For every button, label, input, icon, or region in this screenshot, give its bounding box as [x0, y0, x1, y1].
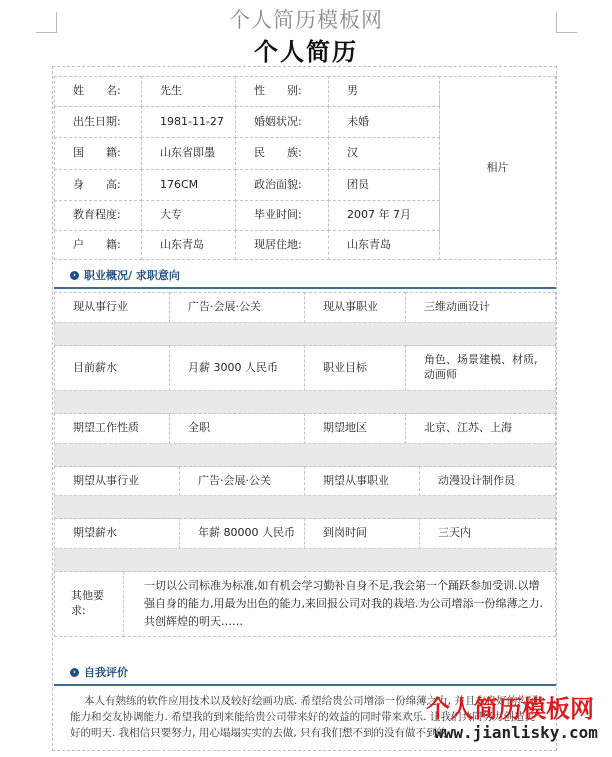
current-industry-label: 现从事行业: [54, 292, 170, 323]
hukou-label: 户 籍:: [54, 230, 142, 260]
expected-salary-label: 期望薪水: [54, 518, 180, 549]
chevron-right-icon: ›: [70, 271, 79, 280]
residence-label: 现居住地:: [235, 230, 329, 260]
education-value: 大专: [141, 200, 236, 231]
marital-label: 婚姻状况:: [235, 106, 329, 138]
career-heading-text: 职业概况/ 求职意向: [84, 269, 180, 282]
header-watermark: 个人简历模板网: [229, 8, 383, 32]
page-title: 个人简历: [254, 37, 358, 66]
expected-region-value: 北京、江苏、上海: [405, 413, 556, 444]
gender-label: 性 别:: [235, 76, 329, 107]
target-value: 角色、场景建模、材质,动画师: [405, 345, 556, 391]
height-label: 身 高:: [54, 169, 142, 201]
expected-job-label: 期望从事职业: [304, 466, 420, 496]
birth-label: 出生日期:: [54, 106, 142, 138]
political-value: 团员: [328, 169, 440, 201]
height-value: 176CM: [141, 169, 236, 201]
current-salary-label: 目前薪水: [54, 345, 170, 391]
nationality-label: 国 籍:: [54, 137, 142, 170]
current-job-label: 现从事职业: [304, 292, 406, 323]
self-eval-text: 本人有熟练的软件应用技术以及较好绘画功底. 希望给贵公司增添一份绵薄之力, 并且有良好的沟通能力和交友协调能力. 希望我的到来能给贵公司带来好的效益的同时带来欢乐. 让我们共同努力创造美好的明天. 我相信只要努力, 用心塌塌实实的去做, 只有我们想不到的没有做不到的: [70, 695, 539, 739]
name-label: 姓 名:: [54, 76, 142, 107]
graduation-label: 毕业时间:: [235, 200, 329, 231]
expected-industry-label: 期望从事行业: [54, 466, 180, 496]
expected-industry-value: 广告·会展·公关: [179, 466, 305, 496]
gender-value: 男: [328, 76, 440, 107]
marital-value: 未婚: [328, 106, 440, 138]
self-eval-heading-text: 自我评价: [84, 666, 128, 679]
political-label: 政治面貌:: [235, 169, 329, 201]
arrival-value: 三天内: [419, 518, 556, 549]
spacer-row: [54, 443, 556, 467]
graduation-value: 2007 年 7月: [328, 200, 440, 231]
name-value: 先生: [141, 76, 236, 107]
arrival-label: 到岗时间: [304, 518, 420, 549]
nationality-value: 山东省即墨: [141, 137, 236, 170]
residence-value: 山东青岛: [328, 230, 440, 260]
footer-watermark-url: www.jianlisky.com: [434, 723, 598, 742]
work-type-value: 全职: [169, 413, 305, 444]
current-industry-value: 广告·会展·公关: [169, 292, 305, 323]
other-requirements-text: 一切以公司标准为标准,如有机会学习勤补自身不足,我会第一个踊跃参加受训.以增强自身的能力,用最为出色的能力,来回报公司对我的栽培.为公司增添一份绵薄之力.共创辉煌的明天……: [123, 571, 556, 637]
photo-placeholder: 相片: [439, 76, 556, 260]
ethnic-label: 民 族:: [235, 137, 329, 170]
expected-region-label: 期望地区: [304, 413, 406, 444]
expected-salary-value: 年薪 80000 人民币: [179, 518, 305, 549]
chevron-right-icon: ›: [70, 668, 79, 677]
expected-job-value: 动漫设计制作员: [419, 466, 556, 496]
current-salary-value: 月薪 3000 人民币: [169, 345, 305, 391]
spacer-row: [54, 322, 556, 346]
hukou-value: 山东青岛: [141, 230, 236, 260]
footer-watermark: 个人简历模板网: [426, 694, 594, 723]
work-type-label: 期望工作性质: [54, 413, 170, 444]
current-job-value: 三维动画设计: [405, 292, 556, 323]
spacer-row: [54, 390, 556, 414]
ethnic-value: 汉: [328, 137, 440, 170]
spacer-row: [54, 548, 556, 572]
birth-value: 1981-11-27: [141, 106, 236, 138]
other-requirements-label: 其他要求:: [54, 571, 124, 637]
target-label: 职业目标: [304, 345, 406, 391]
education-label: 教育程度:: [54, 200, 142, 231]
career-section-heading: [54, 263, 556, 289]
spacer-row: [54, 495, 556, 519]
self-eval-section-heading: [54, 660, 556, 686]
